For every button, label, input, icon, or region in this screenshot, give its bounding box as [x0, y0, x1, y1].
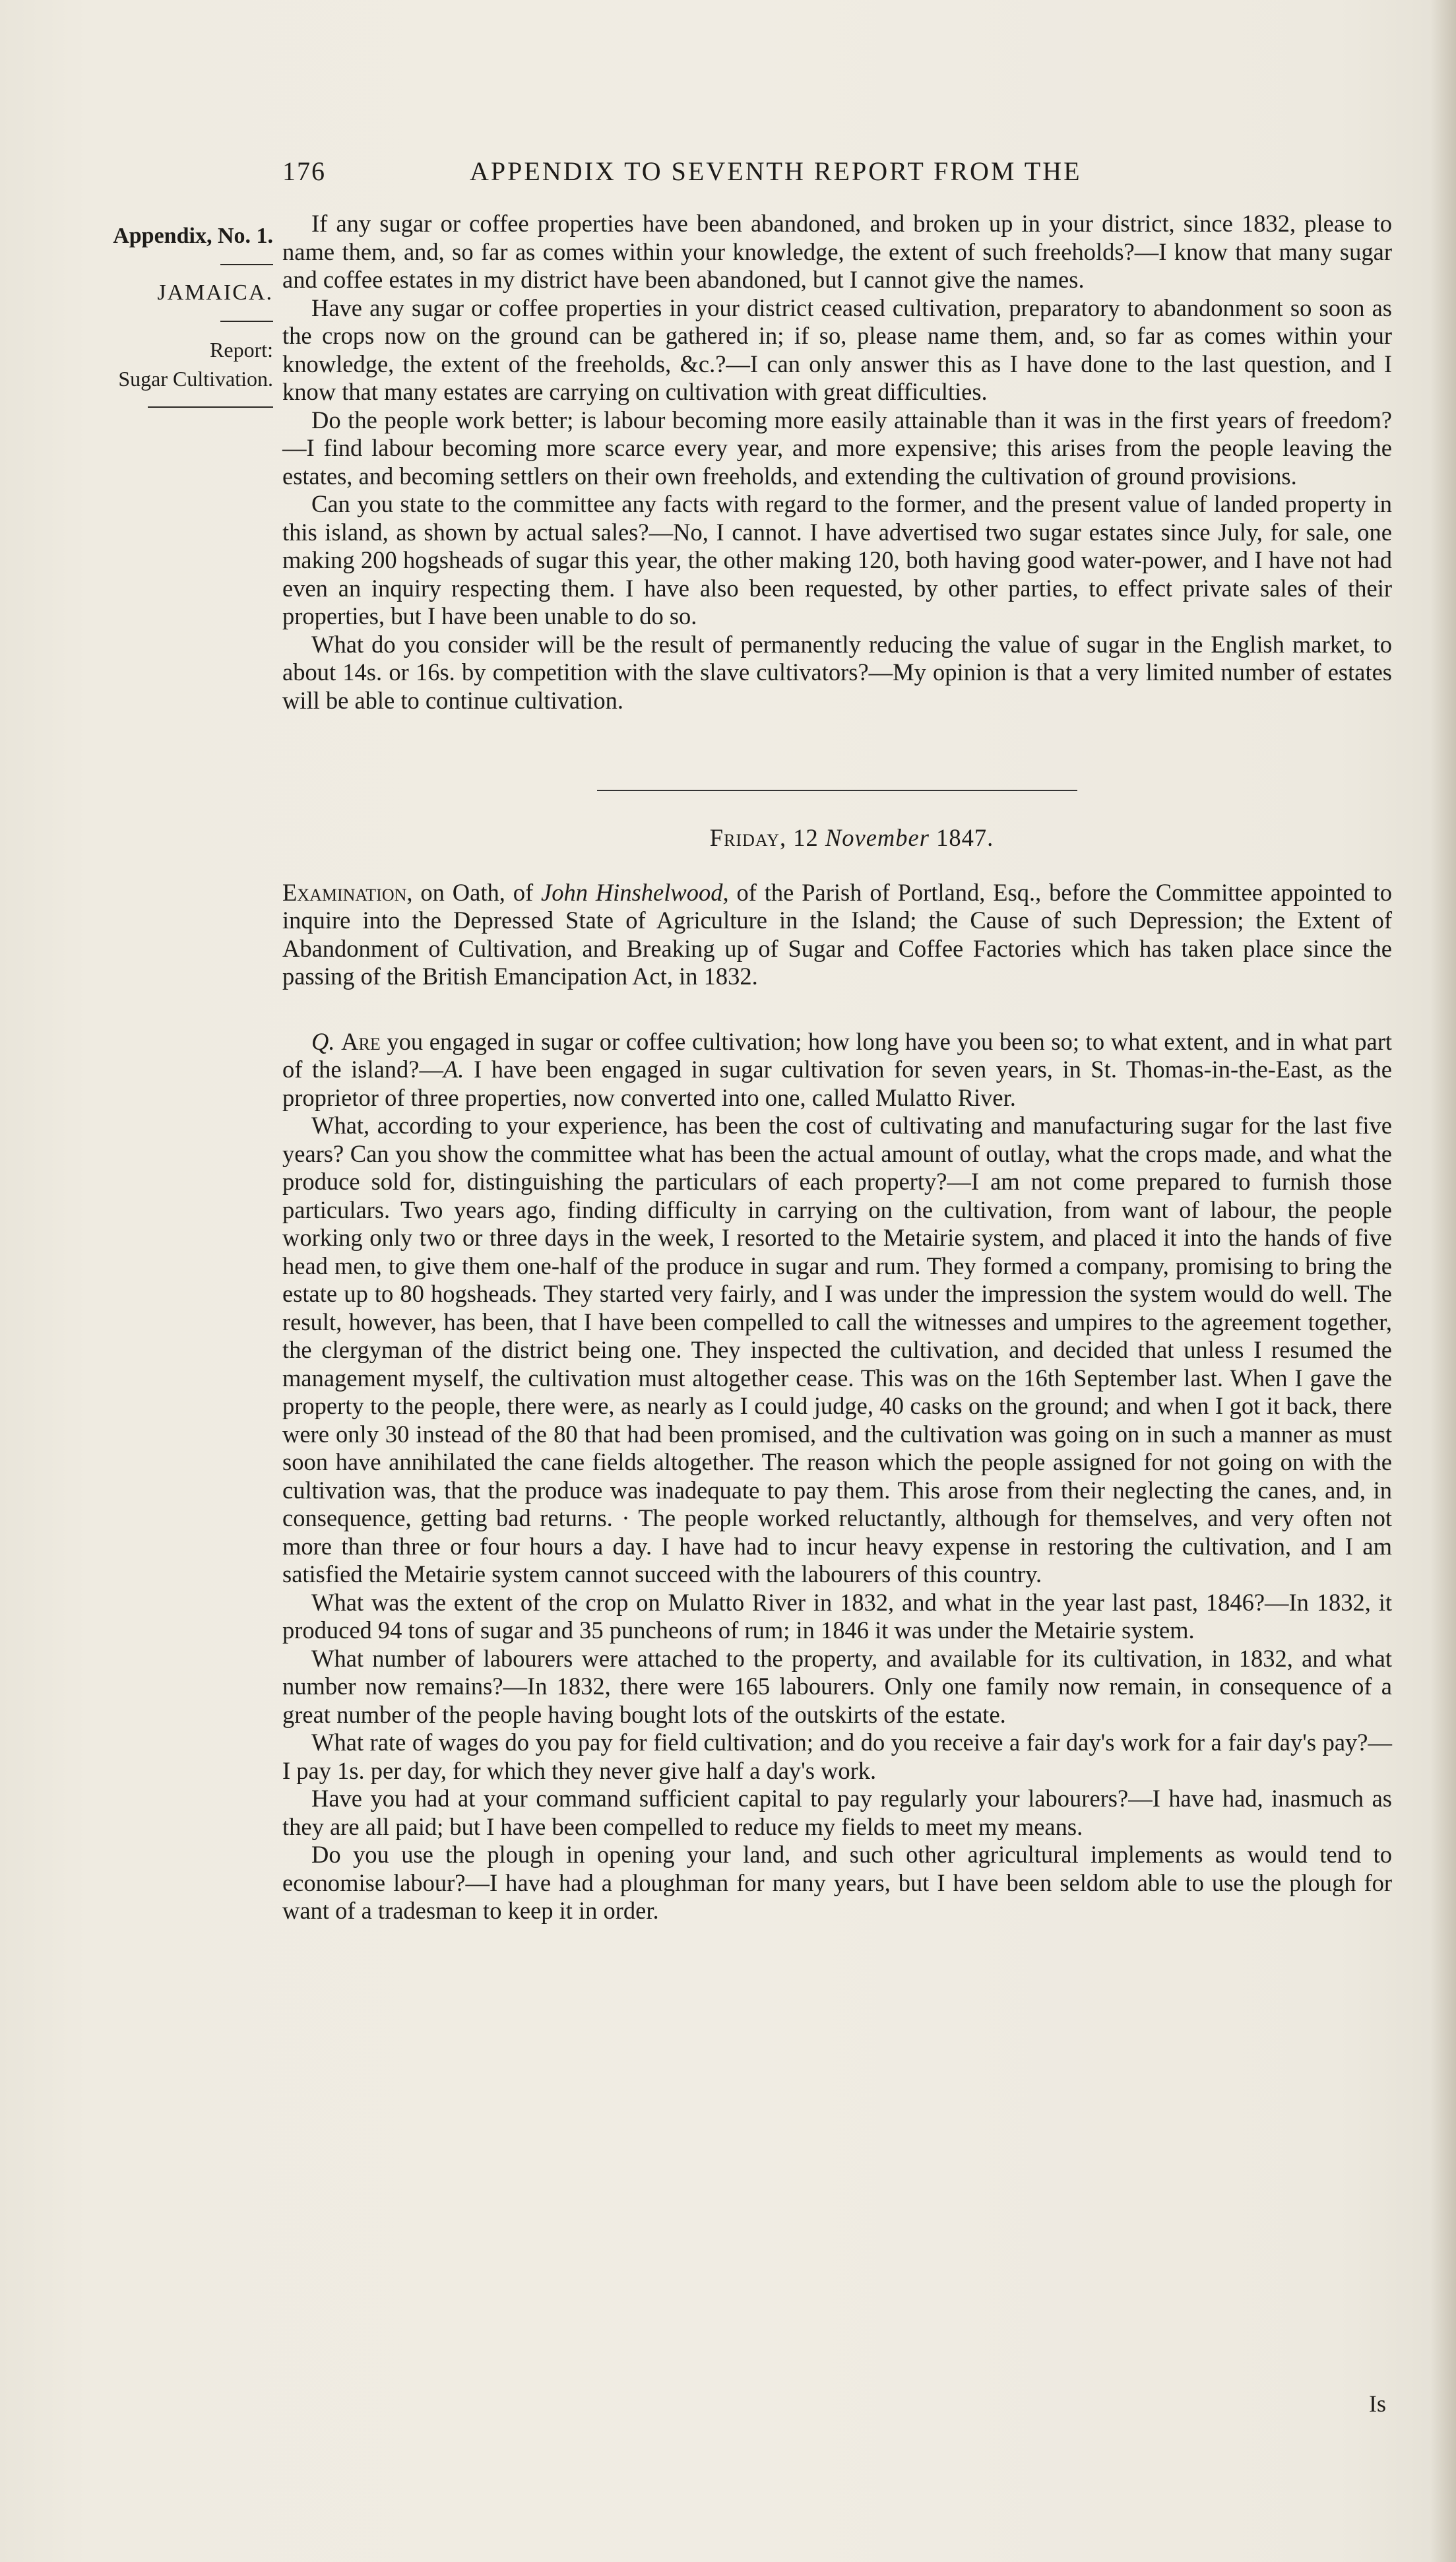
paragraph: Do you use the plough in opening your land, and such other agricultural implements as would tend to economise labour?—I have had a ploughman for many years, but I have been seldom able to use the plough for want of a tradesman to keep it in order. [282, 1841, 1392, 1924]
dateline [282, 824, 1392, 852]
margin-rule [220, 264, 273, 265]
examination-heading [282, 879, 1392, 991]
page-number: 176 [282, 156, 326, 186]
paragraph: What rate of wages do you pay for field cultivation; and do you receive a fair day's work for a fair day's pay?—I pay 1s. per day, for which they never give half a day's work. [282, 1729, 1392, 1784]
date-month: November [825, 824, 930, 851]
running-head-title: APPENDIX TO SEVENTH REPORT FROM THE [470, 156, 1082, 186]
question-text: you engaged in sugar or coffee cultivation; how long have you been so; to what extent, and in what part of the island?— [282, 1027, 1393, 1083]
date-day: Friday, [709, 824, 787, 851]
question-label: Q. [311, 1027, 335, 1055]
margin-topic: Sugar Cultivation. [118, 367, 273, 391]
paragraph: Have you had at your command sufficient capital to pay regularly your labourers?—I have had, inasmuch as they are all paid; but I have been compelled to reduce my fields to meet my means. [282, 1785, 1392, 1840]
page-edge-shadow [1430, 0, 1456, 2562]
witness-name: John Hinshelwood, [541, 878, 729, 906]
paragraph: What do you consider will be the result of permanently reducing the value of sugar in the English market, to about 14s. or 16s. by competition with the slave cultivators?—My opinion is that a very limited number of estates will be able to continue cultivation. [282, 630, 1392, 714]
margin-report: Report: [210, 338, 273, 362]
examination-label: Examination, [282, 878, 413, 906]
paragraph: What was the extent of the crop on Mulatto River in 1832, and what in the year last past, 1846?—In 1832, it produced 94 tons of sugar and 35 puncheons of rum; in 1846 it was under the Metairie system. [282, 1588, 1392, 1644]
paragraph: Can you state to the committee any facts with regard to the former, and the present value of landed property in this island, as shown by actual sales?—No, I cannot. I have advertised two sugar estates since July, for sale, one making 200 hogsheads of sugar this year, the other making 120, both having good water-power, and I have not had even an inquiry respecting them. I have also been requested, by other parties, to effect private sales of their properties, but I have been unable to do so. [282, 490, 1392, 629]
paragraph: What, according to your experience, has been the cost of cultivating and manufacturing sugar for the last five years? Can you show the committee what has been the actual amount of outlay, what the crops made, and what the produce sold for, distinguishing the particulars of each property?—I am not come prepared to furnish those particulars. Two years ago, finding difficulty in carrying on the cultivation, from want of labour, the people working only two or three days in the week, I resorted to the Metairie system, and placed it into the hands of five head men, to give them one-half of the produce in sugar and rum. They formed a company, promising to bring the estate up to 80 hogsheads. They started very fairly, and I was under the impression the system would do well. The result, however, has been, that I have been compelled to call the witnesses and umpires to the agreement together, the clergyman of the district being one. They inspected the cultivation, and decided that unless I resumed the management myself, the cultivation must altogether cease. This was on the 16th September last. When I gave the property to the people, there were, as nearly as I could judge, 40 casks on the ground; and when I got it back, there were only 30 instead of the 80 that had been promised, and the cultivation was going on in such a manner as must soon have annihilated the cane fields altogether. The reason which the people assigned for not going on with the cultivation was, that the produce was inadequate to pay them. This arose from their neglecting the canes, and, in consequence, getting bad returns. · The people worked reluctantly, although for themselves, and very often not more than three or four hours a day. I have had to incur heavy expense in restoring the cultivation, and I am satisfied the Metairie system cannot succeed with the labourers of this country. [282, 1112, 1392, 1587]
date-number: 12 [793, 824, 819, 851]
catchword: Is [1369, 2390, 1386, 2417]
examination-pre: on Oath, of [420, 878, 534, 906]
question-lead: Are [341, 1027, 381, 1055]
paragraph: Have any sugar or coffee properties in your district ceased cultivation, preparatory to abandonment so soon as the crops now on the ground can be gathered in; if so, please name them, and, so far as comes within your knowledge, the extent of the freeholds, &c.?—I can only answer this as I have done to the last question, and I know that many estates are carrying on cultivation with great difficulties. [282, 294, 1392, 405]
margin-note [55, 222, 273, 421]
paragraph: What number of labourers were attached to the property, and available for its cultivation, in 1832, and what number now remains?—In 1832, there were 165 labourers. Only one family now remain, in consequence of a great number of the people having bought lots of the outskirts of the estate. [282, 1644, 1392, 1728]
section-divider [597, 790, 1077, 791]
paragraph: If any sugar or coffee properties have been abandoned, and broken up in your district, since 1832, please to name them, and, so far as comes within your knowledge, the extent of such freeholds?—I know that many sugar and coffee estates in my district have been abandoned, but I cannot give the names. [282, 210, 1392, 293]
margin-rule [148, 406, 273, 408]
margin-appendix: Appendix, No. 1. [113, 224, 273, 248]
paragraph: Do the people work better; is labour becoming more easily attainable than it was in the first years of freedom?—I find labour becoming more scarce every year, and more expensive; this arises from the people leaving the estates, and becoming settlers on their own freeholds, and extending the cultivation of ground provisions. [282, 406, 1392, 490]
first-question [282, 1028, 1392, 1112]
margin-rule [220, 321, 273, 322]
body-text [282, 210, 1392, 1925]
answer-label: A. [443, 1056, 464, 1083]
margin-colony: JAMAICA. [157, 280, 273, 305]
examination-post: of the Parish of Portland, Esq., before the Committee appointed to inquire into the Depressed State of Agriculture in the Island; the Cause of such Depression; the Extent of Abandonment of Cultivation, and Breaking up of Sugar and Coffee Factories which has taken place since the passing of the British Emancipation Act, in 1832. [282, 878, 1392, 990]
date-year: 1847. [936, 824, 994, 851]
answer-text: I have been engaged in sugar cultivation for seven years, in St. Thomas-in-the-East, as the proprietor of three properties, now converted into one, called Mulatto River. [282, 1056, 1392, 1111]
